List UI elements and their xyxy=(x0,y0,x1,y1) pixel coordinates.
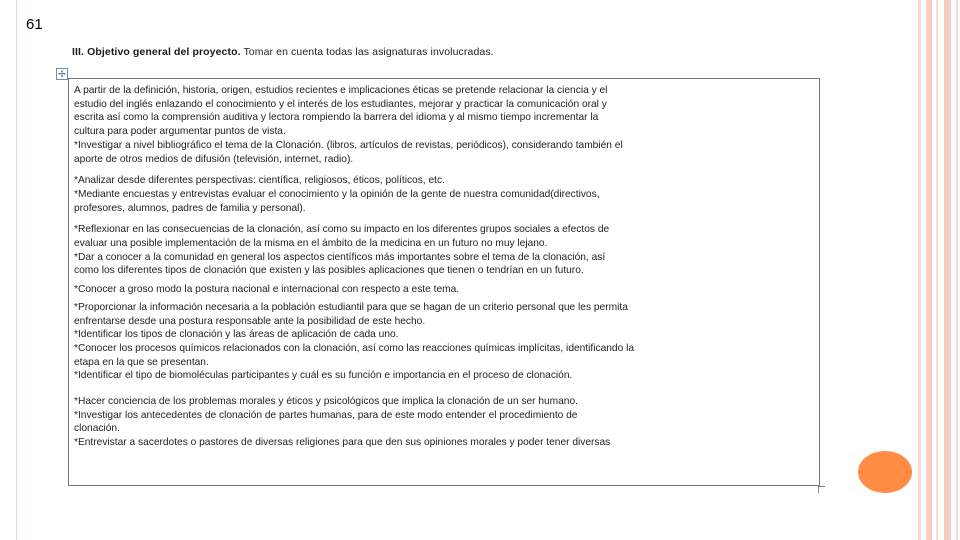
text-line: evaluar una posible implementación de la misma en el ámbito de la medicina en un futuro no muy lejano. xyxy=(74,238,548,250)
text-line: *Mediante encuestas y entrevistas evaluar el conocimiento y la opinión de la gente de nuestra comunidad(directivos, xyxy=(74,188,600,200)
text-line: *Dar a conocer a la comunidad en general los aspectos científicos más importantes sobre el tema de la clonación, así xyxy=(74,251,606,263)
objectives-content xyxy=(74,84,814,450)
paragraph-intro xyxy=(74,84,814,166)
text-line: *Analizar desde diferentes perspectivas: científica, religiosos, éticos, políticos, etc. xyxy=(74,175,445,187)
text-line: *Identificar los tipos de clonación y las áreas de aplicación de cada uno. xyxy=(74,329,399,341)
text-line: *Identificar el tipo de biomoléculas participantes y cuál es su función e importancia en el proceso de clonación. xyxy=(74,370,573,382)
paragraph-reflection xyxy=(74,223,814,278)
text-line: *Conocer a groso modo la postura nacional e internacional con respecto a este tema. xyxy=(74,284,460,296)
text-line: *Hacer conciencia de los problemas morales y éticos y psicológicos que implica la clonación de un ser humano. xyxy=(74,396,578,408)
text-line: clonación. xyxy=(74,423,120,435)
text-line: *Conocer los procesos químicos relacionados con la clonación, así como las reacciones químicas implícitas, identificando la xyxy=(74,342,635,354)
left-margin-rule xyxy=(16,0,17,540)
text-line: *Reflexionar en las consecuencias de la clonación, así como su impacto en los diferentes grupos sociales a efectos de xyxy=(74,224,610,236)
paragraph-analysis xyxy=(74,174,814,215)
text-line: escrita así como la comprensión auditiva y lectora rompiendo la barrera del idioma y al mismo tiempo incrementar la xyxy=(74,112,599,124)
paragraph-knowledge xyxy=(74,283,814,383)
text-line: aporte de otros medios de difusión (televisión, internet, radio). xyxy=(74,153,354,165)
text-line: como los diferentes tipos de clonación que existen y las posibles aplicaciones que tienen o tendrían en un futuro. xyxy=(74,265,584,277)
table-move-handle-icon[interactable]: ✢ xyxy=(56,68,68,80)
objective-heading-text: Tomar en cuenta todas las asignaturas involucradas. xyxy=(240,46,494,58)
objective-heading xyxy=(72,46,494,58)
objective-heading-label: III. Objetivo general del proyecto. xyxy=(72,46,241,58)
text-line: enfrentarse desde una postura responsable ante la posibilidad de este hecho. xyxy=(74,315,426,327)
text-line: profesores, alumnos, padres de familia y personal). xyxy=(74,202,306,214)
text-line: etapa en la que se presentan. xyxy=(74,356,209,368)
text-line: *Entrevistar a sacerdotes o pastores de diversas religiones para que den sus opiniones morales y poder tener diversas xyxy=(74,437,611,449)
orange-circle-ornament xyxy=(858,451,912,493)
paragraph-ethics xyxy=(74,395,814,450)
text-line: cultura para poder argumentar puntos de vista. xyxy=(74,126,286,138)
text-line: *Investigar a nivel bibliográfico el tema de la Clonación. (libros, artículos de revistas, periódicos), considerando también el xyxy=(74,139,623,151)
text-line: *Investigar los antecedentes de clonación de partes humanas, para de este modo entender el procedimiento de xyxy=(74,409,578,421)
text-line: *Proporcionar la información necesaria a la población estudiantil para que se hagan de un criterio personal que les permita xyxy=(74,301,628,313)
text-line: estudio del inglés enlazando el conocimiento y el interés de los estudiantes, mejorar y practicar la comunicación oral y xyxy=(74,98,607,110)
text-line: A partir de la definición, historia, origen, estudios recientes e implicaciones éticas se pretende relacionar la ciencia y el xyxy=(74,85,608,96)
box-corner-mark xyxy=(818,486,825,493)
right-decorative-stripes xyxy=(918,0,960,540)
slide-number: 61 xyxy=(26,16,43,33)
